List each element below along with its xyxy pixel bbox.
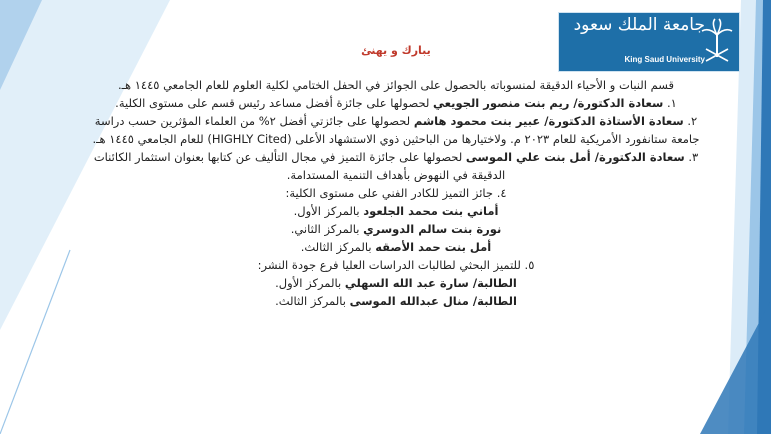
item-number: ٣. (684, 150, 699, 164)
announcement-heading: يبارك و يهنئ (361, 44, 431, 57)
recipient-name: سعادة الدكتورة/ أمل بنت علي الموسى (465, 150, 685, 164)
award-description: لحصولها على جائزتي أفضل ٢% من العلماء المؤثرين حسب دراسة جامعة ستانفورد الأمريكية للعام ٢٠٢٣ م. ولاختيارها من الباحثين ذوي الاستشهاد الأعلى (HIGHLY Cited) للعام الجامعي ١٤٤٥ هـ. (92, 114, 700, 146)
winner-name: الطالبة/ سارة عبد الله السهلي (344, 276, 517, 290)
award-item-1 (80, 94, 712, 112)
list-item (80, 220, 712, 238)
recipient-name: سعادة الدكتورة/ ريم بنت منصور الجويعي (433, 96, 664, 110)
winner-rank: بالمركز الثاني. (290, 222, 364, 236)
winner-rank: بالمركز الأول. (275, 276, 345, 290)
item-number: ٢. (683, 114, 698, 128)
logo-english-text: King Saud University (624, 55, 705, 64)
intro-text: قسم النبات و الأحياء الدقيقة لمنسوباته بالحصول على الجوائز في الحفل الختامي لكلية العلوم للعام الجامعي ١٤٤٥ هـ. (117, 78, 675, 92)
section-4-title: ٤. جائز التميز للكادر الفني على مستوى الكلية: (285, 186, 507, 200)
item-number: ١. (663, 96, 677, 110)
winner-name: نورة بنت سالم الدوسري (363, 222, 502, 236)
logo-arabic-text: جامعة الملك سعود (573, 15, 705, 35)
award-item-3 (80, 148, 712, 184)
award-item-2 (80, 112, 712, 148)
award-description: لحصولها على جائزة التميز في مجال التأليف عن كتابها بعنوان استثمار الكائنات الدقيقة في النهوض بأهداف التنمية المستدامة. (93, 150, 506, 182)
winner-name: أماني بنت محمد الجلعود (363, 204, 499, 218)
recipient-name: سعادة الأستاذة الدكتورة/ عبير بنت محمود هاشم (413, 114, 684, 128)
winner-rank: بالمركز الثالث. (275, 294, 350, 308)
list-item (80, 292, 712, 310)
winner-rank: بالمركز الثالث. (300, 240, 376, 254)
award-description: لحصولها على جائزة أفضل مساعد رئيس قسم على مستوى الكلية. (115, 96, 434, 110)
announcement-body (80, 42, 712, 310)
list-item (80, 238, 712, 256)
list-item (80, 202, 712, 220)
winner-rank: بالمركز الأول. (293, 204, 364, 218)
winner-name: أمل بنت حمد الأصقه (375, 240, 492, 254)
section-5-title: ٥. للتميز البحثي لطالبات الدراسات العليا فرع جودة النشر: (257, 258, 535, 272)
list-item (80, 274, 712, 292)
winner-name: الطالبة/ منال عبدالله الموسى (349, 294, 517, 308)
